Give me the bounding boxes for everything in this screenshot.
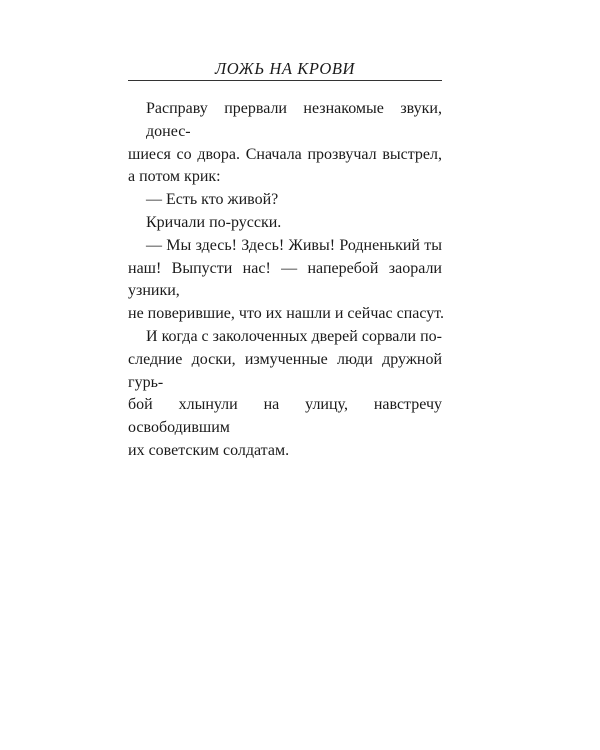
paragraph <box>128 98 442 189</box>
text-line: Расправу прервали незнакомые звуки, донес- <box>146 100 442 140</box>
header-rule <box>128 80 442 81</box>
body-text <box>128 98 445 463</box>
paragraph <box>128 235 445 326</box>
paragraph <box>128 212 442 235</box>
paragraph <box>128 326 442 463</box>
text-line: И когда с заколоченных дверей сорвали по- <box>146 327 442 345</box>
running-title: ЛОЖЬ НА КРОВИ <box>214 59 356 78</box>
text-line: следние доски, измученные люди дружной гурь- <box>128 350 442 391</box>
text-line: не поверившие, что их нашли и сейчас спасут. <box>128 305 445 323</box>
text-line: Кричали по-русски. <box>146 213 282 231</box>
text-line: а потом крик: <box>128 168 221 186</box>
text-line: их советским солдатам. <box>128 441 290 459</box>
text-line: — Есть кто живой? <box>146 191 279 209</box>
paragraph <box>128 189 442 212</box>
text-line: бой хлынули на улицу, навстречу освободившим <box>128 396 442 437</box>
text-line: шиеся со двора. Сначала прозвучал выстрел, <box>128 145 442 163</box>
text-line: наш! Выпусти нас! — наперебой заорали узники, <box>128 259 442 300</box>
text-line: — Мы здесь! Здесь! Живы! Родненький ты <box>146 236 442 254</box>
